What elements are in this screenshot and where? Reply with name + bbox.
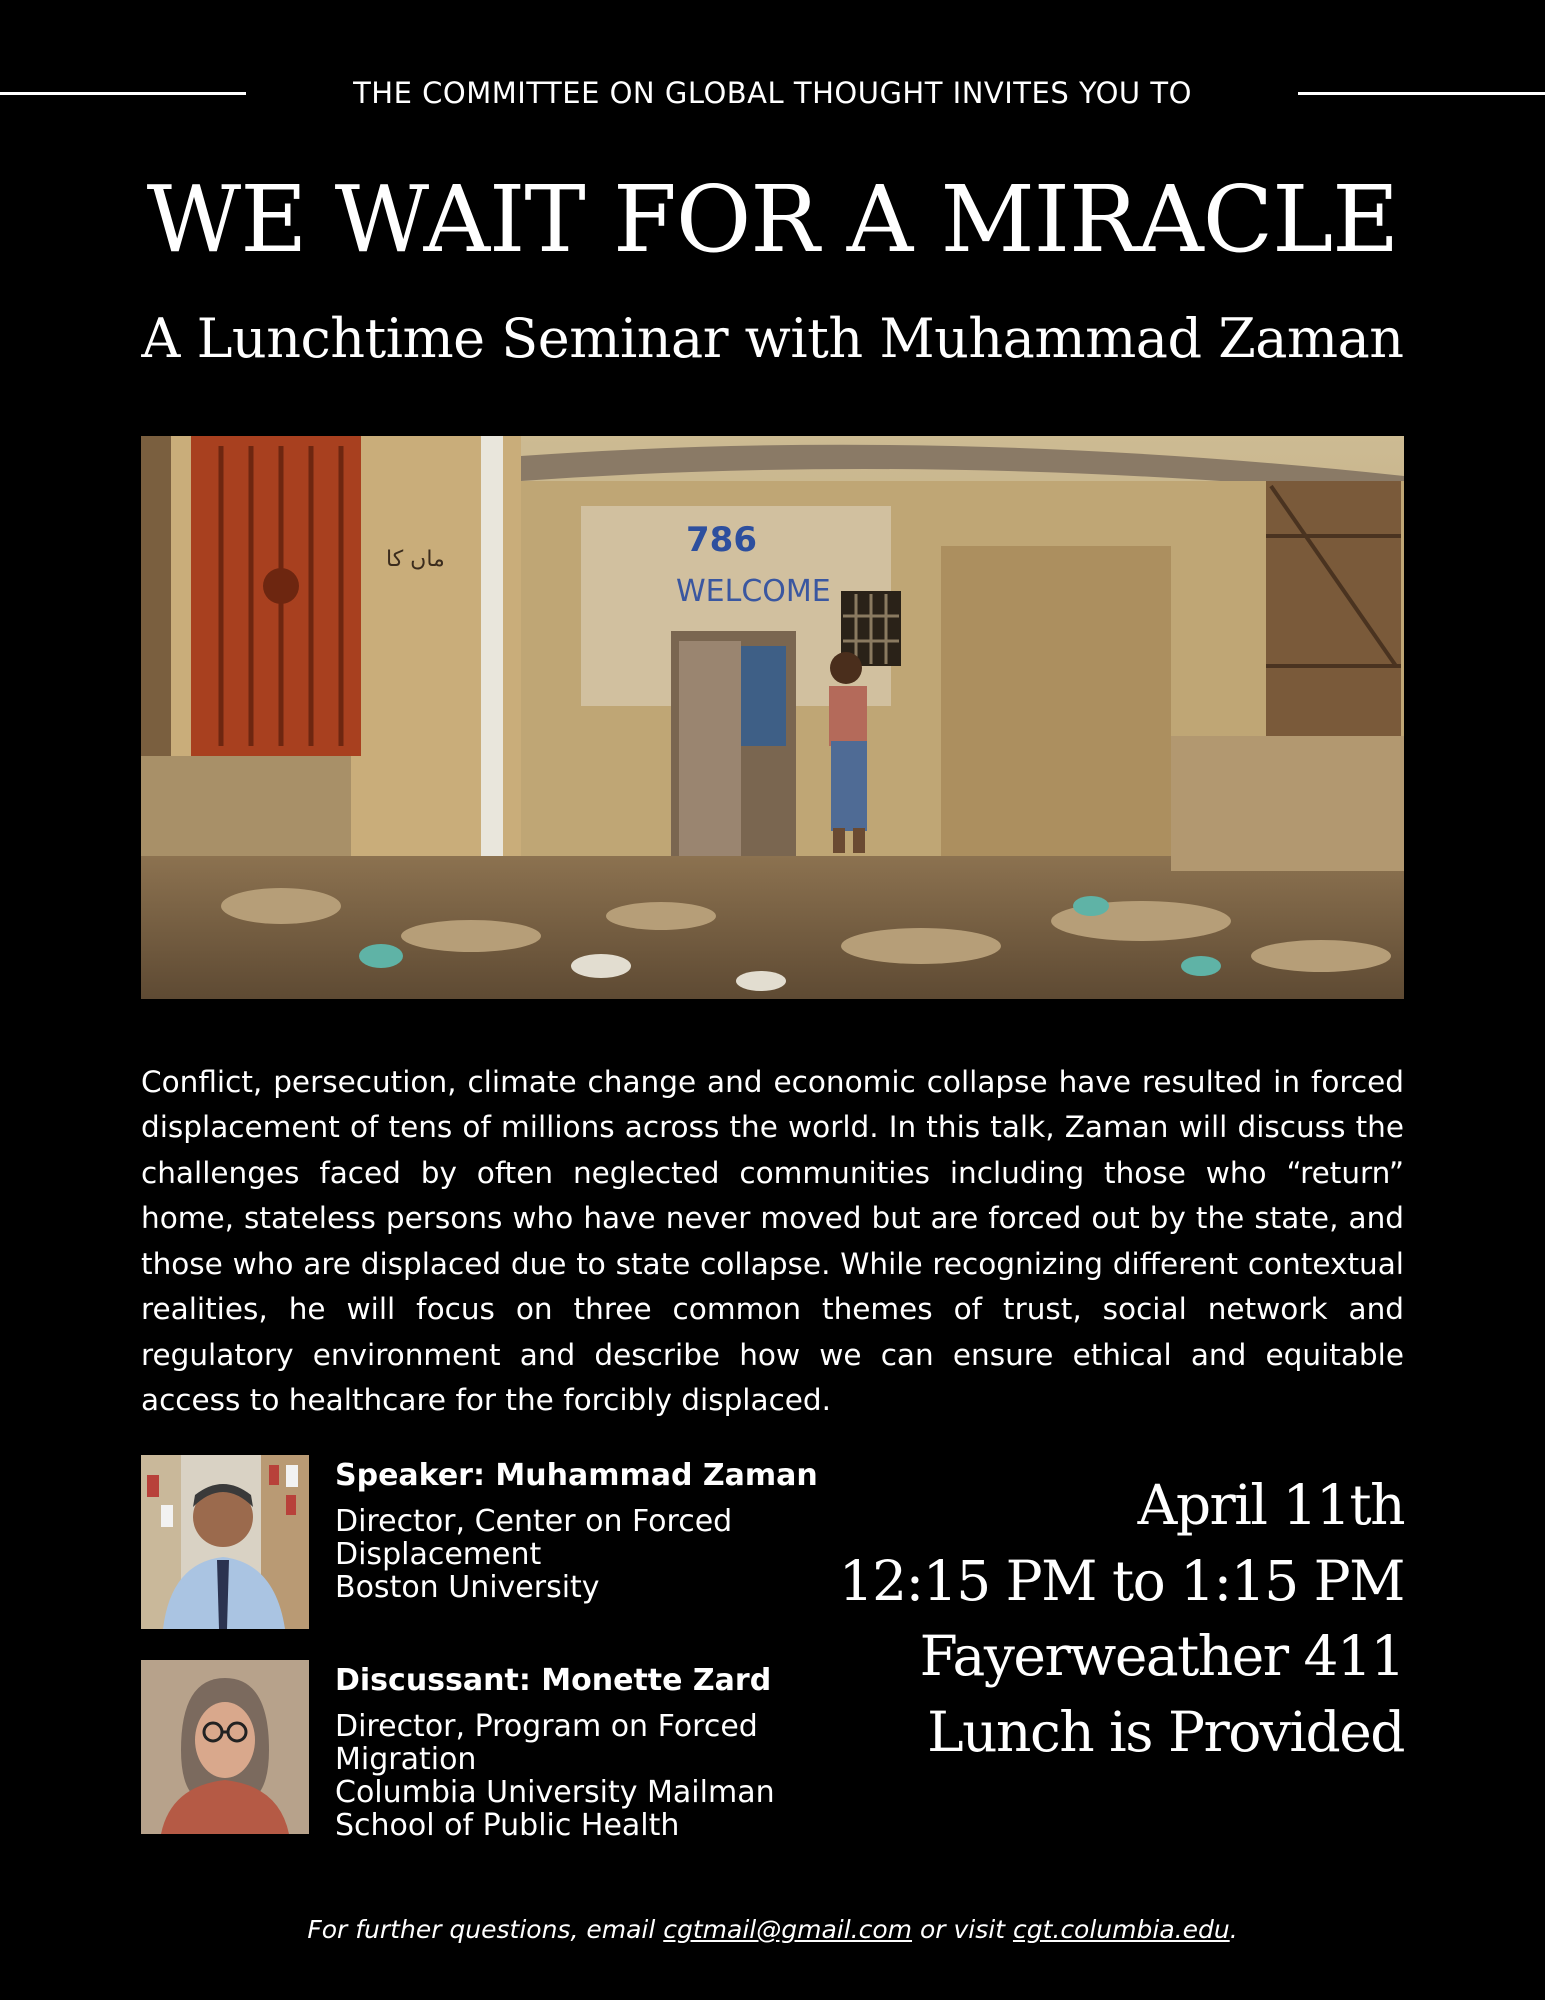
event-time: 12:15 PM to 1:15 PM — [838, 1548, 1404, 1613]
speaker-name: Speaker: Muhammad Zaman — [335, 1458, 818, 1493]
speaker-role: Director, Center on Forced Displacement Boston University — [335, 1504, 733, 1605]
wall-welcome-text: WELCOME — [676, 574, 831, 609]
email-link[interactable]: cgtmail@gmail.com — [663, 1915, 913, 1944]
event-details — [820, 1468, 1404, 1770]
hero-photo — [141, 436, 1404, 999]
discussant-role: Director, Program on Forced Migration Columbia University Mailman School of Public Health — [335, 1709, 775, 1843]
event-location: Fayerweather 411 — [919, 1624, 1404, 1688]
invite-line: THE COMMITTEE ON GLOBAL THOUGHT INVITES YOU TO — [353, 76, 1192, 110]
discussant-photo — [141, 1660, 309, 1834]
speaker-photo — [141, 1455, 309, 1629]
event-description: Conflict, persecution, climate change and economic collapse have resulted in forced displacement of tens of millions across the world. In this talk, Zaman will discuss the challenges faced by often neglected communities including those who “return” home, stateless persons who have never moved but are forced out by the state, and those who are displaced due to state collapse. While recognizing different contextual realities, he will focus on three common themes of trust, social network and regulatory environment and describe how we can ensure ethical and equitable access to healthcare for the forcibly displaced. — [141, 1064, 1404, 1417]
footer-middle: or visit — [912, 1915, 1013, 1944]
website-link[interactable]: cgt.columbia.edu — [1012, 1915, 1230, 1944]
event-subtitle: A Lunchtime Seminar with Muhammad Zaman — [141, 307, 1404, 370]
discussant-name: Discussant: Monette Zard — [335, 1663, 772, 1698]
wall-script-text: ماں کا — [386, 547, 445, 572]
wall-number-text: 786 — [686, 520, 757, 560]
discussant-info — [335, 1660, 855, 1842]
event-title: WE WAIT FOR A MIRACLE — [146, 166, 1399, 273]
event-date: April 11th — [1137, 1473, 1404, 1537]
footer-prefix: For further questions, email — [307, 1915, 664, 1944]
speaker-info — [335, 1455, 855, 1604]
event-lunch-note: Lunch is Provided — [927, 1699, 1404, 1764]
footer-suffix: . — [1229, 1915, 1238, 1944]
footer-contact — [0, 1915, 1545, 1944]
